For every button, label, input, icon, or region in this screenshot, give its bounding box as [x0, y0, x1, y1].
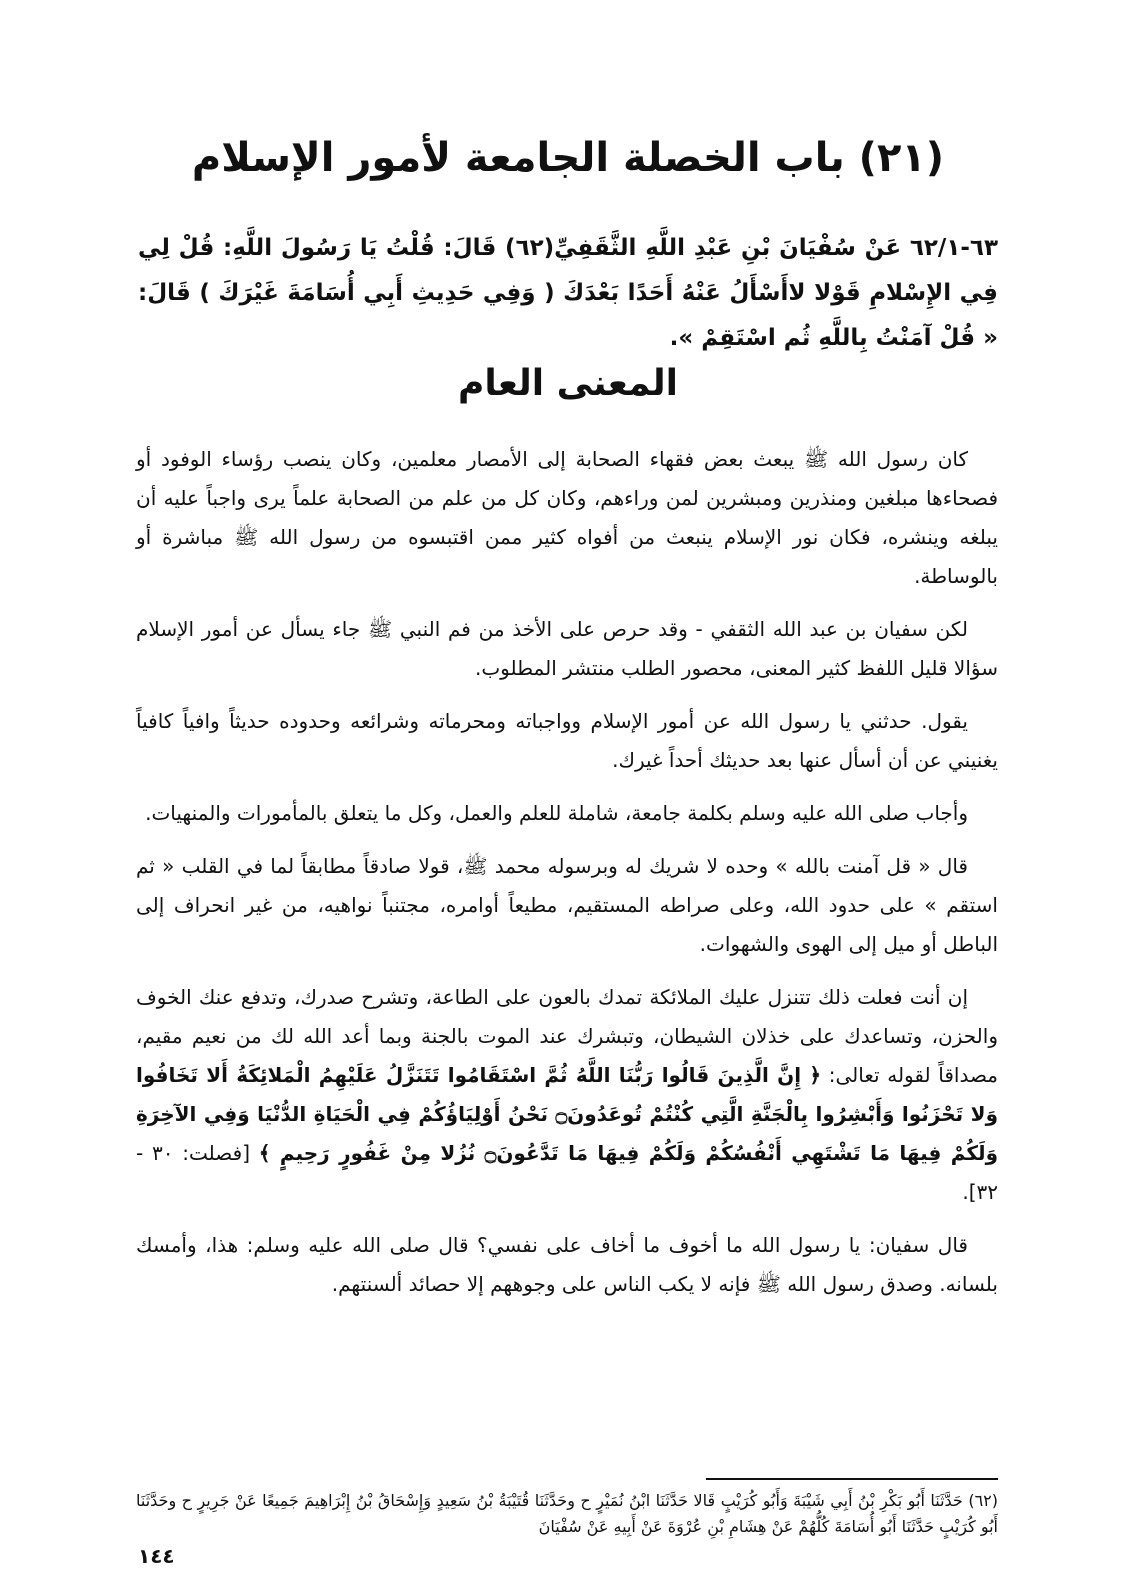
paragraph: يقول. حدثني يا رسول الله عن أمور الإسلام وواجباته ومحرماته وشرائعه وحدوده حديثاً وافياً كافياً يغنيني عن أن أسأل عنها بعد حديثك أحداً غيرك. — [136, 709, 998, 772]
commentary-body — [136, 440, 998, 1318]
paragraph: كان رسول الله ﷺ يبعث بعض فقهاء الصحابة إلى الأمصار معلمين، وكان ينصب رؤساء الوفود أو فصحاءها مبلغين ومنذرين ومبشرين لمن وراءهم، وكان كل من علم من الصحابة علماً يرى واجباً عليه أن يبلغه وينشره، فكان نور الإسلام ينبعث من أفواه كثير ممن اقتبسوه من رسول الله ﷺ مباشرة أو بالوساطة. — [136, 447, 998, 588]
paragraph: قال « قل آمنت بالله » وحده لا شريك له وبرسوله محمد ﷺ، قولا صادقاً مطابقاً لما في القلب « ثم استقم » على حدود الله، وعلى صراطه المستقيم، مطيعاً أوامره، مجتنباً نواهيه، من غير انحراف إلى الباطل أو ميل إلى الهوى والشهوات. — [136, 854, 998, 956]
hadith-text — [138, 226, 998, 361]
footnote: (٦٢) حَدَّثَنَا أَبُو بَكْرِ بْنُ أَبِي شَيْبَةَ وَأَبُو كُرَيْبٍ قَالا حَدَّثَنَا ابْنُ نُمَيْرٍ ح وحَدَّثَنَا قُتَيْبَةُ بْنُ سَعِيدٍ وَإِسْحَاقُ بْنُ إِبْرَاهِيمَ جَمِيعًا عَنْ جَرِيرٍ ح وحَدَّثَنَا أَبُو كُرَيْبٍ حَدَّثَنَا أَبُو أُسَامَةَ كُلُّهُمْ عَنْ هِشَامِ بْنِ عُرْوَةَ عَنْ أَبِيهِ عَنْ سُفْيَانَ — [136, 1491, 998, 1536]
paragraph: قال سفيان: يا رسول الله ما أخوف ما أخاف على نفسي؟ قال صلى الله عليه وسلم: هذا، وأمسك بلسانه. وصدق رسول الله ﷺ فإنه لا يكب الناس على وجوههم إلا حصائد ألسنتهم. — [136, 1233, 998, 1296]
page-number: ١٤٤ — [138, 1544, 175, 1568]
hadith-number: ٦٣-٦٢/١ — [909, 235, 998, 261]
paragraph: لكن سفيان بن عبد الله الثقفي - وقد حرص على الأخذ من فم النبي ﷺ جاء يسأل عن أمور الإسلام سؤالا قليل اللفظ كثير المعنى، محصور الطلب منتشر المطلوب. — [136, 617, 998, 680]
paragraph-with-verse — [136, 978, 998, 1212]
quran-verse: ﴿ إِنَّ الَّذِينَ قَالُوا رَبُّنَا اللَّهُ ثُمَّ اسْتَقَامُوا تَتَنَزَّلُ عَلَيْهِمُ الْمَلائِكَةُ أَلا تَخَافُوا وَلا تَحْزَنُوا وَأَبْشِرُوا بِالْجَنَّةِ الَّتِي كُنْتُمْ تُوعَدُونَ۝ نَحْنُ أَوْلِيَاؤُكُمْ فِي الْحَيَاةِ الدُّنْيَا وَفِي الآخِرَةِ وَلَكُمْ فِيهَا مَا تَشْتَهِي أَنْفُسُكُمْ وَلَكُمْ فِيهَا مَا تَدَّعُونَ۝ نُزُلا مِنْ غَفُورٍ رَحِيمٍ ﴾ — [136, 1063, 999, 1165]
footnote-divider — [706, 1478, 998, 1480]
paragraph: وأجاب صلى الله عليه وسلم بكلمة جامعة، شاملة للعلم والعمل، وكل ما يتعلق بالمأمورات والمنهيات. — [145, 801, 968, 825]
hadith-body: عَنْ سُفْيَانَ بْنِ عَبْدِ اللَّهِ الثَّقَفِيِّ(٦٢) قَالَ: قُلْتُ يَا رَسُولَ اللَّهِ: قُلْ لِي فِي الإِسْلامِ قَوْلا لاأَسْأَلُ عَنْهُ أَحَدًا بَعْدَكَ ( وَفِي حَدِيثِ أَبِي أُسَامَةَ غَيْرَكَ ) قَالَ: « قُلْ آمَنْتُ بِاللَّهِ ثُم اسْتَقِمْ ». — [138, 235, 998, 351]
paragraph-intro: إن أنت فعلت ذلك تتنزل عليك الملائكة تمدك بالعون على الطاعة، وتشرح صدرك، وتدفع عنك الخوف والحزن، وتساعدك على خذلان الشيطان، وتبشرك عند الموت بالجنة وبما أعد الله لك من نعيم مقيم، مصداقاً لقوله تعالى: — [136, 985, 999, 1087]
chapter-title: (٢١) باب الخصلة الجامعة لأمور الإسلام — [191, 135, 945, 181]
section-title: المعنى العام — [457, 363, 679, 404]
verse-reference: [فصلت: ٣٠ - ٣٢]. — [136, 1141, 998, 1204]
